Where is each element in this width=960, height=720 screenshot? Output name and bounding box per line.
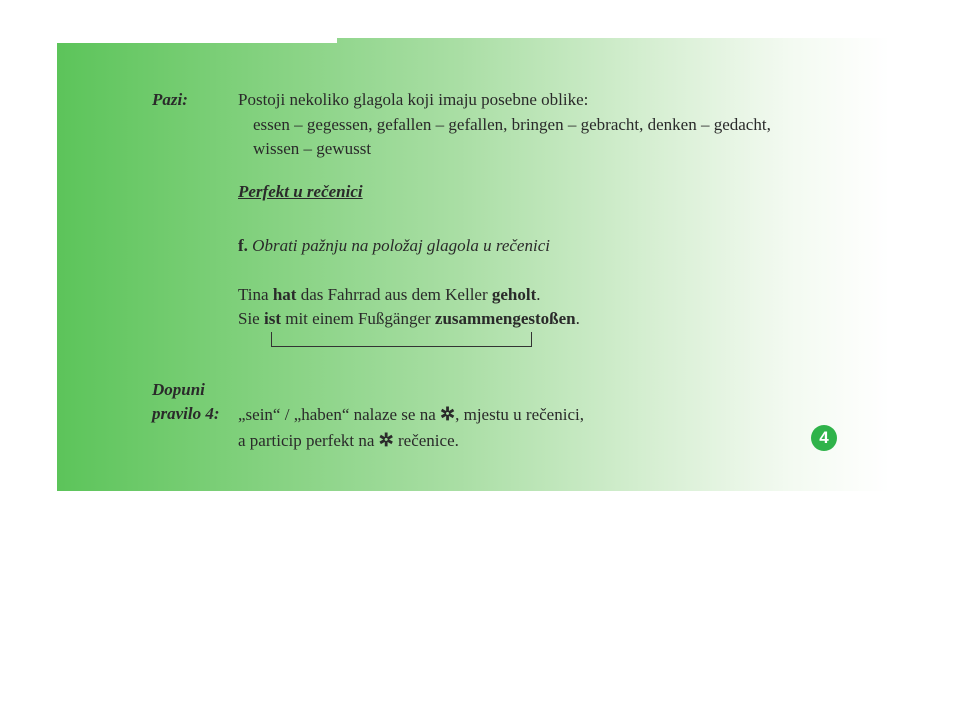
pazi-line-1: Postoji nekoliko glagola koji imaju posebne oblike: <box>238 90 589 109</box>
rule-line-2-b: rečenice. <box>393 431 459 450</box>
rule-line-2 <box>238 430 459 451</box>
rule-label-line-1: Dopuni <box>152 380 205 399</box>
example-1-participle: geholt <box>491 285 537 304</box>
example-sentence-1 <box>238 285 541 305</box>
pazi-label: Pazi: <box>152 90 188 109</box>
example-1-aux-verb: hat <box>272 285 297 304</box>
rule-line-1-a: „sein“ / „haben“ nalaze se na <box>238 405 440 424</box>
panel-top-notch <box>57 38 337 43</box>
pazi-line-2: essen – gegessen, gefallen – gefallen, bringen – gebracht, denken – gedacht, <box>253 115 771 134</box>
section-heading: Perfekt u rečenici <box>238 182 363 201</box>
example-2-pre: Sie <box>238 309 264 328</box>
rule-line-1-b: , mjestu u rečenici, <box>455 405 584 424</box>
example-2-aux-verb: ist <box>263 309 281 328</box>
blank-star-icon: ✲ <box>378 430 394 450</box>
exercise-text: Obrati pažnju na položaj glagola u rečenici <box>252 236 550 255</box>
rule-number-badge: 4 <box>811 425 837 451</box>
rule-line-1 <box>238 404 584 425</box>
example-2-mid: mit einem Fußgänger <box>280 309 435 328</box>
pazi-line-3: wissen – gewusst <box>253 139 372 158</box>
example-2-end: . <box>575 309 580 328</box>
rule-label-line-2: pravilo 4: <box>152 404 220 423</box>
example-1-end: . <box>536 285 541 304</box>
example-2-participle: zusammengestoßen <box>434 309 576 328</box>
exercise-letter: f. <box>238 236 248 255</box>
exercise-instruction <box>238 236 550 256</box>
blank-star-icon: ✲ <box>440 404 456 424</box>
example-sentence-2 <box>238 309 580 329</box>
rule-line-2-a: a particip perfekt na <box>238 431 379 450</box>
example-1-pre: Tina <box>238 285 273 304</box>
sentence-frame-bracket <box>271 332 532 347</box>
example-1-mid: das Fahrrad aus dem Keller <box>296 285 492 304</box>
